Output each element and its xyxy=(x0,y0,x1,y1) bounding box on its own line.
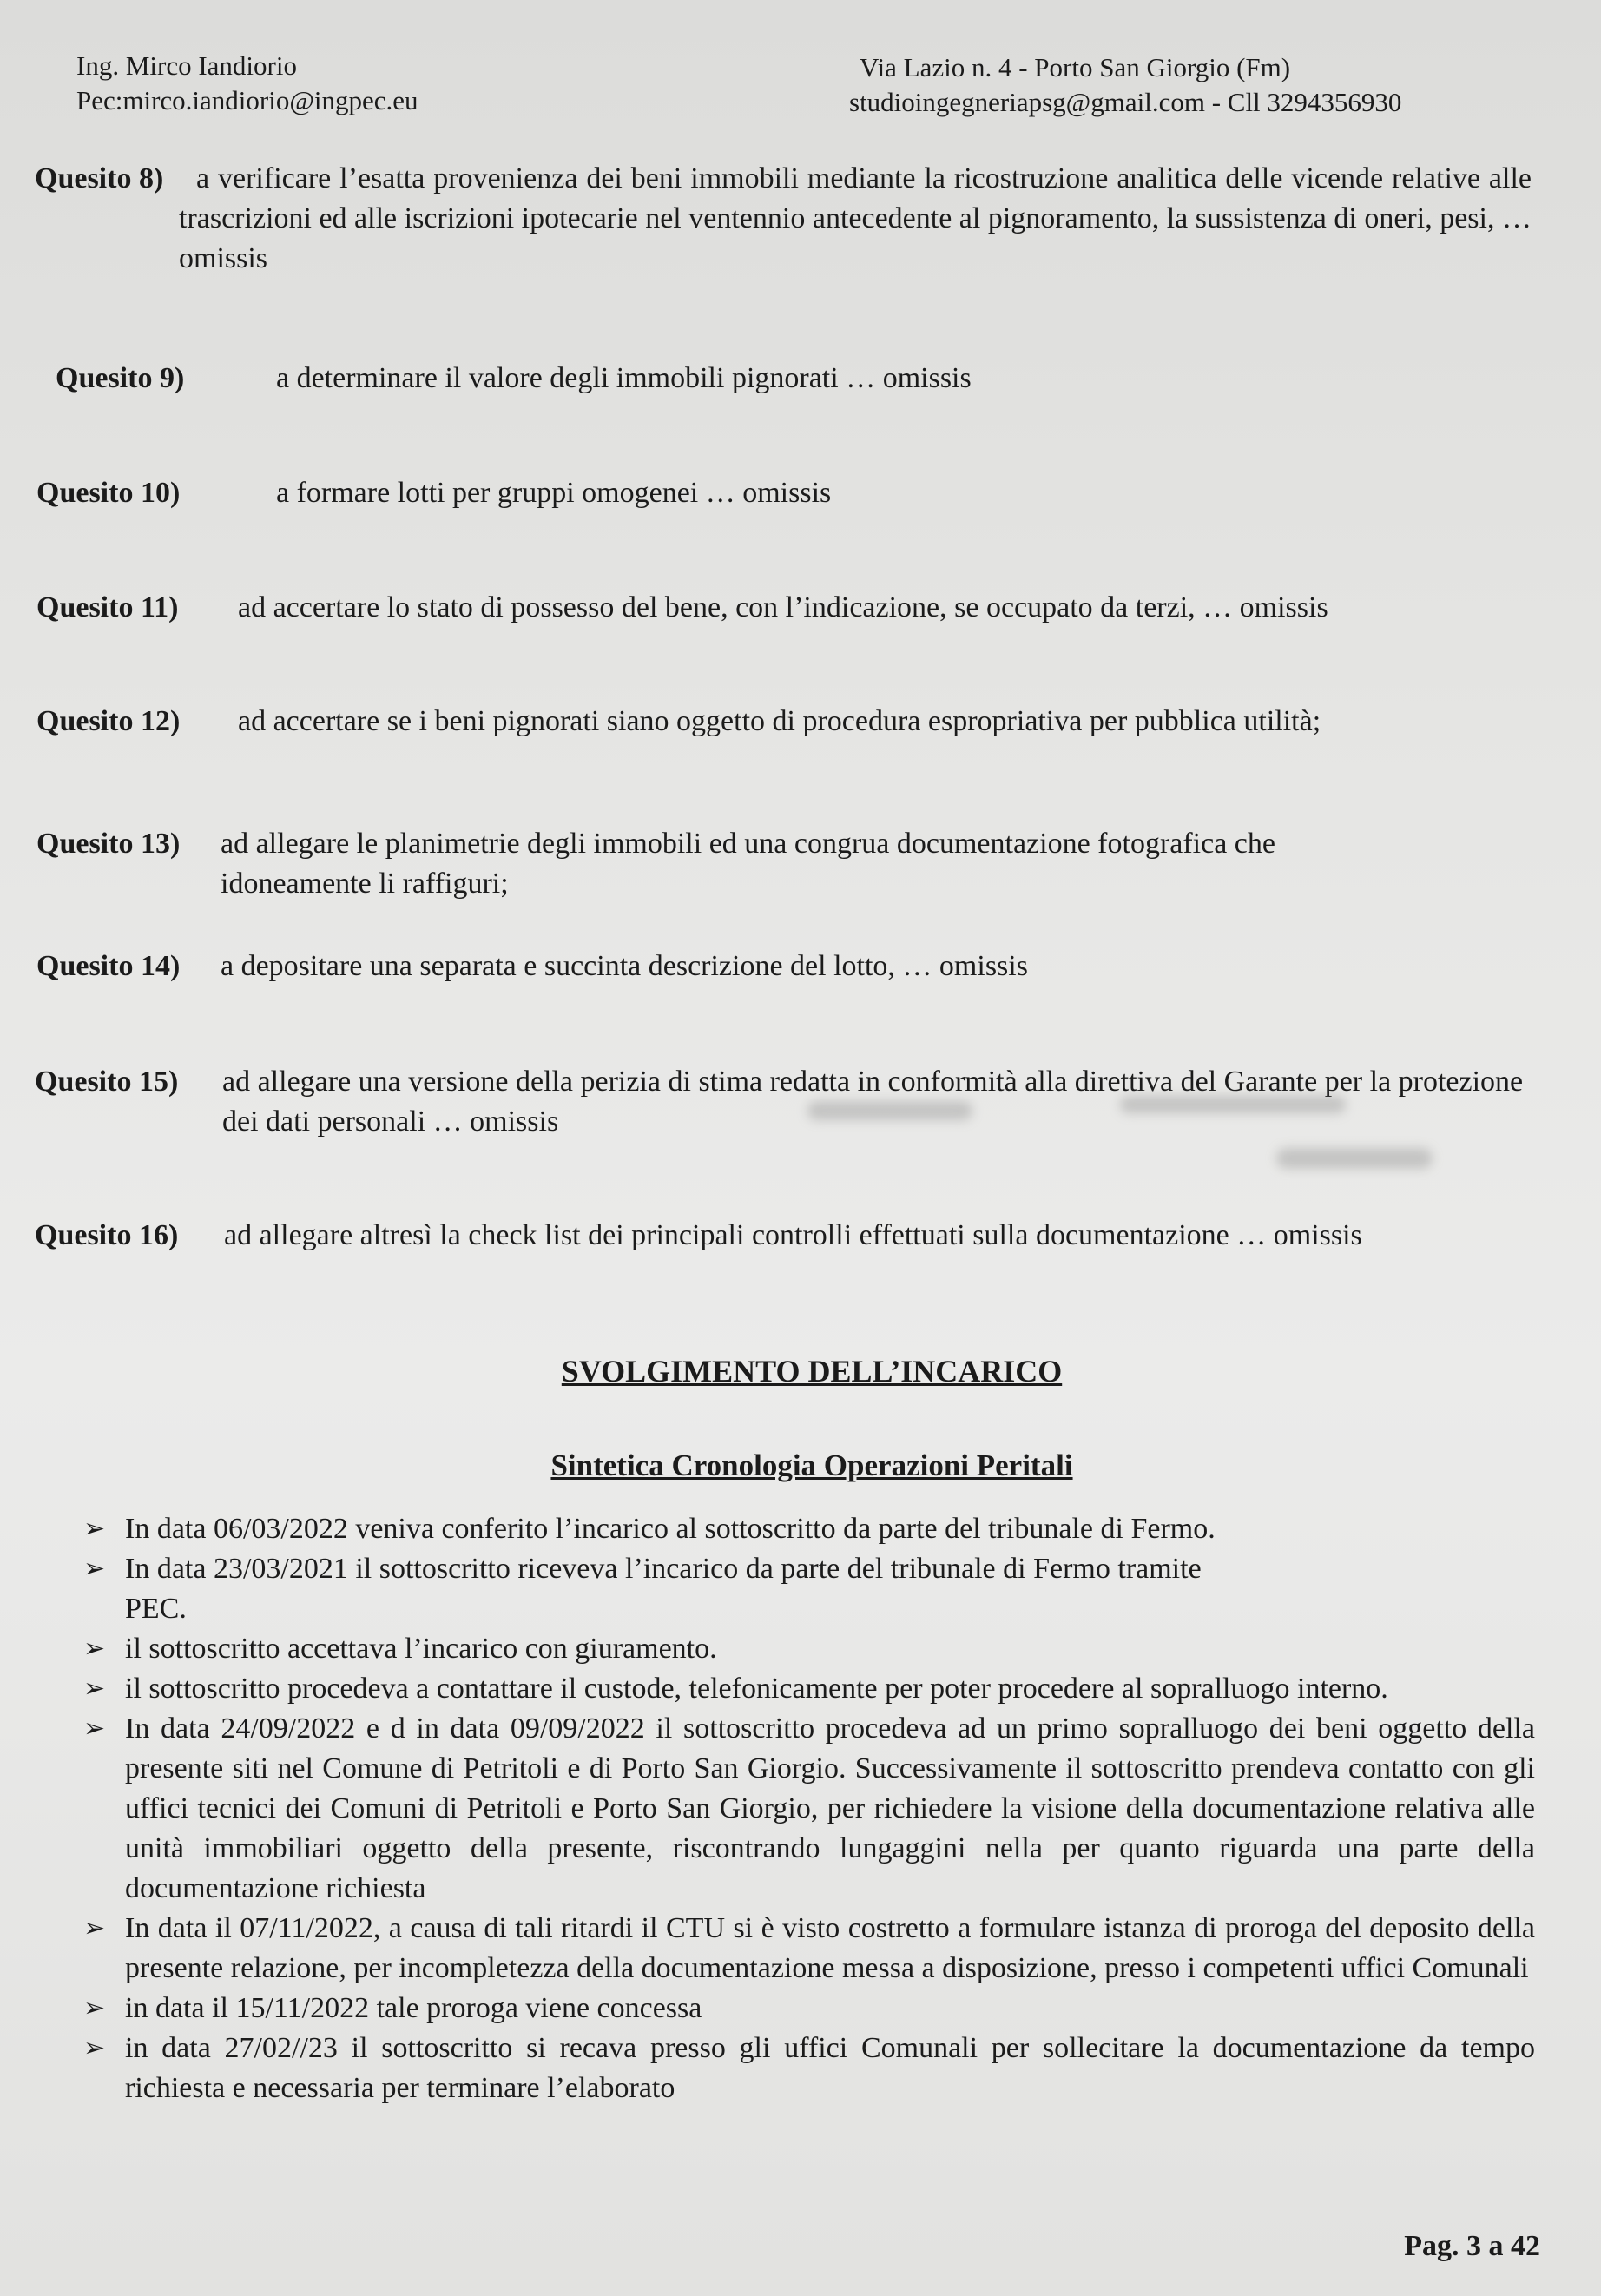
quesito-text: a determinare il valore degli immobili pignorati … omissis xyxy=(276,362,972,394)
quesito-number: Quesito 11) xyxy=(36,591,179,623)
quesito-number: Quesito 9) xyxy=(56,362,185,394)
list-item: ➢ in data 27/02//23 il sottoscritto si recava presso gli uffici Comunali per sollecitare la documentazione da tempo richiesta e necessaria per terminare l’elaborato xyxy=(83,2029,1535,2108)
list-item: ➢ in data il 15/11/2022 tale proroga viene concessa xyxy=(83,1989,1535,2029)
quesito-number: Quesito 13) xyxy=(36,828,181,860)
page-prefix: Pag. 3 a xyxy=(1404,2230,1511,2262)
header-right xyxy=(849,50,1402,120)
arrow-bullet-icon: ➢ xyxy=(83,1914,106,1943)
quesito-number: Quesito 16) xyxy=(35,1219,179,1251)
page-number xyxy=(1404,2230,1540,2263)
chronology-list xyxy=(83,1509,1535,2108)
list-item: ➢ In data 06/03/2022 veniva conferito l’incarico al sottoscritto da parte del tribunale di Fermo. xyxy=(83,1509,1535,1549)
list-item: ➢ il sottoscritto procedeva a contattare il custode, telefonicamente per poter procedere al sopralluogo interno. xyxy=(83,1669,1552,1709)
arrow-bullet-icon: ➢ xyxy=(83,1634,106,1663)
arrow-bullet-icon: ➢ xyxy=(83,1674,106,1703)
studio-contact: studioingegneriapsg@gmail.com - Cll 3294356930 xyxy=(849,87,1402,117)
quesito-number: Quesito 10) xyxy=(36,477,181,509)
author-pec: Pec:mirco.iandiorio@ingpec.eu xyxy=(76,85,418,115)
studio-address: Via Lazio n. 4 - Porto San Giorgio (Fm) xyxy=(860,52,1291,82)
quesito-text: a formare lotti per gruppi omogenei … omissis xyxy=(276,477,832,509)
quesito-text: ad accertare lo stato di possesso del bene, con l’indicazione, se occupato da terzi, … omissis xyxy=(238,591,1328,623)
quesito-number: Quesito 15) xyxy=(35,1066,179,1098)
author-name: Ing. Mirco Iandiorio xyxy=(76,50,297,81)
smudge xyxy=(807,1101,972,1120)
quesito-text: a depositare una separata e succinta descrizione del lotto, … omissis xyxy=(221,950,1028,982)
quesito-text: ad accertare se i beni pignorati siano oggetto di procedura espropriativa per pubblica utilità; xyxy=(238,705,1321,737)
smudge xyxy=(1276,1148,1433,1169)
page-total: 42 xyxy=(1511,2230,1540,2262)
quesito-8-text-wrap xyxy=(35,159,1532,279)
arrow-bullet-icon: ➢ xyxy=(83,1554,106,1583)
arrow-bullet-icon: ➢ xyxy=(83,1514,106,1543)
quesito-number: Quesito 8) xyxy=(35,162,164,195)
smudge xyxy=(1120,1096,1346,1113)
quesito-text: a verificare l’esatta provenienza dei beni immobili mediante la ricostruzione analitica delle vicende relative alle trascrizioni ed alle iscrizioni ipotecarie nel ventennio antecedente al pignoramento, la sussistenza di oneri, pesi, … omissis xyxy=(179,162,1532,274)
quesito-number: Quesito 14) xyxy=(36,950,181,982)
quesito-number: Quesito 12) xyxy=(36,705,181,737)
arrow-bullet-icon: ➢ xyxy=(83,1714,106,1743)
list-item: ➢ il sottoscritto accettava l’incarico con giuramento. xyxy=(83,1629,1535,1669)
list-item: ➢ In data 23/03/2021 il sottoscritto riceveva l’incarico da parte del tribunale di Fermo tramite PEC. xyxy=(83,1549,1535,1629)
list-item: ➢ In data il 07/11/2022, a causa di tali ritardi il CTU si è visto costretto a formulare istanza di proroga del deposito della presente relazione, per incompletezza della documentazione messa a disposizione, presso i competenti uffici Comunali xyxy=(83,1909,1535,1989)
arrow-bullet-icon: ➢ xyxy=(83,1994,106,2022)
quesito-text: ad allegare le planimetrie degli immobili ed una congrua documentazione fotografica che idoneamente li raffiguri; xyxy=(221,828,1275,900)
section-title: SVOLGIMENTO DELL’INCARICO xyxy=(561,1354,1063,1389)
quesito-text: ad allegare altresì la check list dei principali controlli effettuati sulla documentazione … omissis xyxy=(224,1219,1362,1251)
arrow-bullet-icon: ➢ xyxy=(83,2034,106,2062)
header-left xyxy=(76,49,418,118)
subsection-title: Sintetica Cronologia Operazioni Peritali xyxy=(550,1448,1073,1482)
quesito-text: ad allegare una versione della perizia di stima redatta in conformità alla direttiva del Garante per la protezione dei dati personali … omissis xyxy=(222,1066,1524,1138)
list-item: ➢ In data 24/09/2022 e d in data 09/09/2022 il sottoscritto procedeva ad un primo sopralluogo dei beni oggetto della presente siti nel Comune di Petritoli e di Porto San Giorgio. Successivamente il sottoscritto prendeva contatto con gli uffici tecnici dei Comuni di Petritoli e Porto San Giorgio, per richiedere la visione della documentazione relativa alle unità immobiliari oggetto della presente, riscontrando lungaggini nella per quanto riguarda una parte della documentazione richiesta xyxy=(83,1709,1535,1909)
